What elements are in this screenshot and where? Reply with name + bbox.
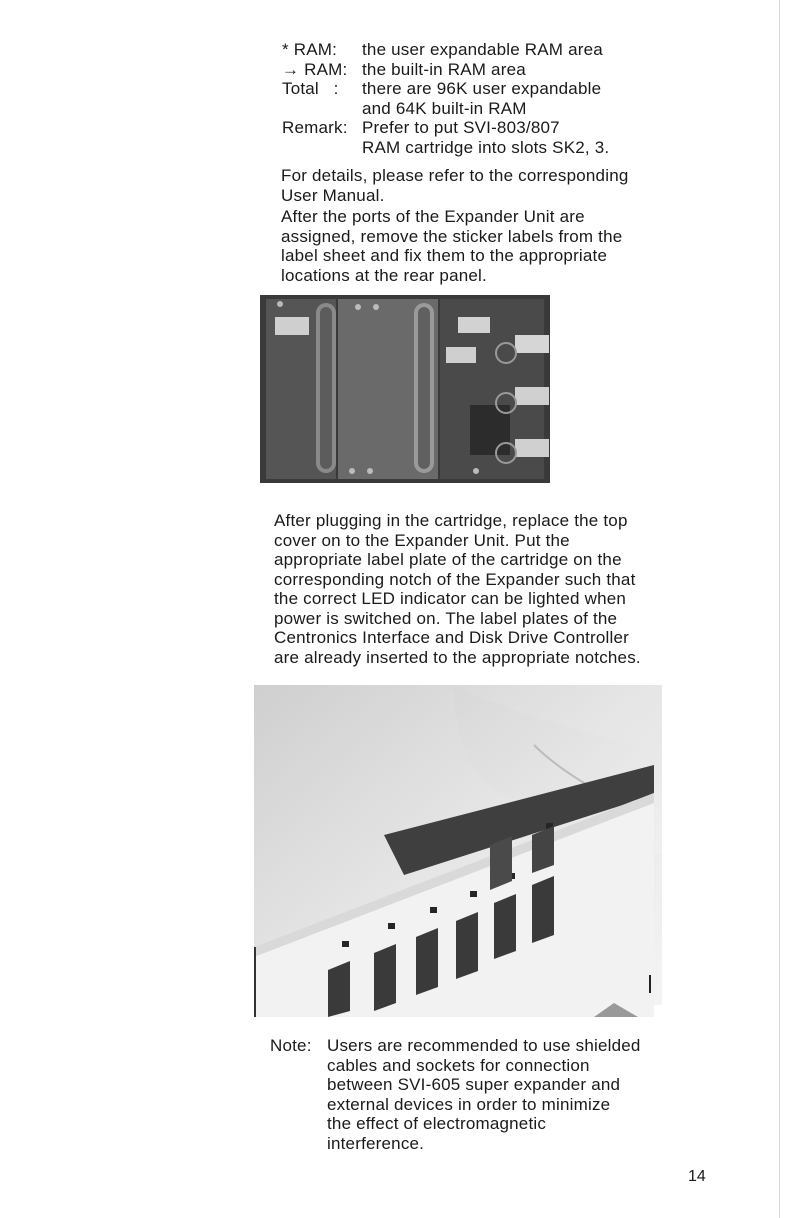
paragraph-line: appropriate label plate of the cartridge on the <box>274 550 622 569</box>
note-body <box>327 1036 641 1153</box>
ram-definition-list <box>282 40 609 157</box>
details-paragraph <box>281 166 629 205</box>
page-number: 14 <box>688 1168 706 1185</box>
ram-list-text: and 64K built-in RAM <box>362 98 527 118</box>
paragraph-line: corresponding notch of the Expander such that <box>274 569 636 589</box>
paragraph-line: assigned, remove the sticker labels from the <box>281 226 623 246</box>
paragraph-line: locations at the rear panel. <box>281 265 487 285</box>
paragraph-line: power is switched on. The label plates of the <box>274 608 618 628</box>
paragraph-line: For details, please refer to the corresponding <box>281 166 629 185</box>
ram-list-label: → RAM: <box>282 59 348 79</box>
note-line: between SVI-605 super expander and <box>327 1075 621 1094</box>
note-line: the effect of electromagnetic <box>327 1114 547 1133</box>
ram-list-text: Prefer to put SVI-803/807 <box>362 118 560 137</box>
cartridge-paragraph <box>274 511 641 667</box>
ram-list-row <box>282 138 609 158</box>
note-line: interference. <box>327 1133 425 1153</box>
paragraph-line: After the ports of the Expander Unit are <box>281 207 585 226</box>
note-line: external devices in order to minimize <box>327 1094 611 1114</box>
ram-list-text: RAM cartridge into slots SK2, 3. <box>362 137 610 157</box>
ram-list-label: Total : <box>282 79 339 98</box>
ram-list-text: there are 96K user expandable <box>362 79 602 98</box>
rear-panel-photo <box>260 295 550 483</box>
scan-edge-line <box>779 0 780 1218</box>
note-line: cables and sockets for connection <box>327 1055 590 1075</box>
note-label: Note: <box>270 1036 312 1055</box>
paragraph-line: label sheet and fix them to the appropriate <box>281 246 608 265</box>
paragraph-line: After plugging in the cartridge, replace the top <box>274 511 628 530</box>
ram-list-row <box>282 60 609 80</box>
ram-list-label: Remark: <box>282 118 348 137</box>
paragraph-line: Centronics Interface and Disk Drive Controller <box>274 628 630 647</box>
ram-list-text: the user expandable RAM area <box>362 40 603 59</box>
note-line: Users are recommended to use shielded <box>327 1036 641 1055</box>
ram-list-row <box>282 118 609 138</box>
label-plate-insertion-photo <box>254 685 662 1017</box>
ram-list-row <box>282 40 609 60</box>
ram-list-row <box>282 99 609 119</box>
paragraph-line: cover on to the Expander Unit. Put the <box>274 530 570 550</box>
ports-paragraph <box>281 207 622 285</box>
ram-list-label: * RAM: <box>282 40 338 59</box>
paragraph-line: are already inserted to the appropriate notches. <box>274 647 641 667</box>
ram-list-text: the built-in RAM area <box>362 59 526 79</box>
ram-list-row <box>282 79 609 99</box>
paragraph-line: User Manual. <box>281 185 385 205</box>
paragraph-line: the correct LED indicator can be lighted when <box>274 589 627 608</box>
